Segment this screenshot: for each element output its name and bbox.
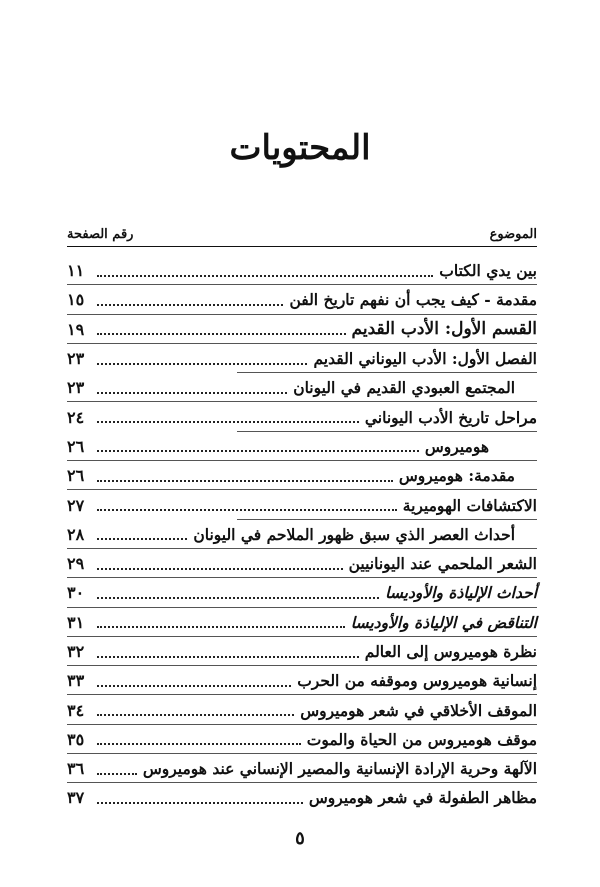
toc-entry <box>67 402 537 431</box>
toc-entry-title: القسم الأول: الأدب القديم <box>348 319 537 339</box>
toc-entry-title: التناقض في الإلياذة والأوديسا <box>347 613 537 632</box>
toc-entry-section <box>67 315 537 344</box>
page-column-label: رقم الصفحة <box>67 227 134 242</box>
dot-leader <box>97 802 303 804</box>
toc-entry-title: مظاهر الطفولة في شعر هوميروس <box>305 788 537 807</box>
toc-entry <box>67 666 537 695</box>
toc-entry-title: الموقف الأخلاقي في شعر هوميروس <box>296 701 537 720</box>
toc-entry-page: ٣٢ <box>67 642 85 661</box>
toc-entry-title: الشعر الملحمي عند اليونانيين <box>345 554 537 573</box>
dot-leader <box>97 538 187 540</box>
toc-entry-page: ٣٦ <box>67 759 85 779</box>
toc-entry <box>67 432 537 461</box>
toc-entry-title: الفصل الأول: الأدب اليوناني القديم <box>309 349 537 368</box>
dot-leader <box>97 568 343 570</box>
toc-entry-title: المجتمع العبودي القديم في اليونان <box>289 378 515 397</box>
toc-entry <box>67 637 537 666</box>
dot-leader <box>97 509 397 511</box>
dot-leader <box>97 450 419 452</box>
toc-entry-title: مقدمة - كيف يجب أن نفهم تاريخ الفن <box>285 290 537 309</box>
dot-leader <box>97 421 359 423</box>
toc-entry-title: الآلهة وحرية الإرادة الإنسانية والمصير الإنساني عند هوميروس <box>139 759 537 778</box>
toc-entry-page: ٣٤ <box>67 700 85 720</box>
header-divider <box>67 246 537 247</box>
toc-entry <box>67 578 537 607</box>
page-title: المحتويات <box>229 128 371 168</box>
toc-entry <box>67 725 537 754</box>
toc-entry <box>67 695 537 724</box>
toc-entry-page: ٢٤ <box>67 407 85 427</box>
dot-leader <box>97 304 283 306</box>
toc-entry <box>67 373 537 402</box>
toc-entry <box>67 256 537 285</box>
dot-leader <box>97 480 393 482</box>
toc-entry-page: ٢٦ <box>67 466 85 486</box>
toc-entry-page: ١١ <box>67 261 85 281</box>
toc-entry-page: ٣٣ <box>67 671 85 691</box>
toc-entry-page: ٢٩ <box>67 554 85 574</box>
toc-entry-page: ٣٧ <box>67 788 85 808</box>
page-number: ٥ <box>295 828 305 849</box>
toc-entry-page: ٢٦ <box>67 436 85 456</box>
toc-entry-page: ٣٠ <box>67 583 85 603</box>
toc-entry-title: موقف هوميروس من الحياة والموت <box>303 730 537 749</box>
toc-entry <box>67 608 537 637</box>
toc-entry-title: أحداث العصر الذي سبق ظهور الملاحم في اليونان <box>189 525 515 544</box>
dot-leader <box>97 743 301 745</box>
toc-entry-page: ٢٧ <box>67 495 85 515</box>
toc-entry-title: الاكتشافات الهوميرية <box>399 496 537 515</box>
toc-entry-title: نظرة هوميروس إلى العالم <box>361 642 537 661</box>
toc-entry-page: ١٥ <box>67 290 85 310</box>
toc-entry-title: مقدمة: هوميروس <box>395 466 515 485</box>
table-of-contents <box>67 256 537 813</box>
dot-leader <box>97 597 379 599</box>
dot-leader <box>97 363 307 365</box>
topic-column-label: الموضوع <box>489 227 537 242</box>
dot-leader <box>97 275 433 277</box>
toc-entry-page: ٢٣ <box>67 349 85 369</box>
toc-entry <box>67 285 537 314</box>
toc-entry <box>67 520 537 549</box>
dot-leader <box>97 333 346 335</box>
toc-entry-page: ١٩ <box>67 319 85 339</box>
toc-entry-title: بين يدي الكتاب <box>435 261 537 280</box>
dot-leader <box>97 773 137 775</box>
dot-leader <box>97 392 287 394</box>
toc-entry-title: هوميروس <box>421 437 489 456</box>
toc-entry <box>67 783 537 812</box>
toc-entry <box>67 490 537 519</box>
toc-entry-page: ٢٨ <box>67 524 85 544</box>
toc-entry <box>67 344 537 373</box>
dot-leader <box>97 685 291 687</box>
toc-entry-page: ٣١ <box>67 612 85 632</box>
toc-entry <box>67 549 537 578</box>
toc-entry <box>67 754 537 783</box>
dot-leader <box>97 714 294 716</box>
toc-entry <box>67 461 537 490</box>
dot-leader <box>97 656 359 658</box>
dot-leader <box>97 626 345 628</box>
toc-entry-page: ٢٣ <box>67 378 85 398</box>
toc-entry-page: ٣٥ <box>67 729 85 749</box>
toc-entry-title: إنسانية هوميروس وموقفه من الحرب <box>293 671 537 690</box>
toc-entry-title: أحداث الإلياذة والأوديسا <box>381 583 537 602</box>
toc-header <box>67 218 537 242</box>
toc-entry-title: مراحل تاريخ الأدب اليوناني <box>361 408 537 427</box>
